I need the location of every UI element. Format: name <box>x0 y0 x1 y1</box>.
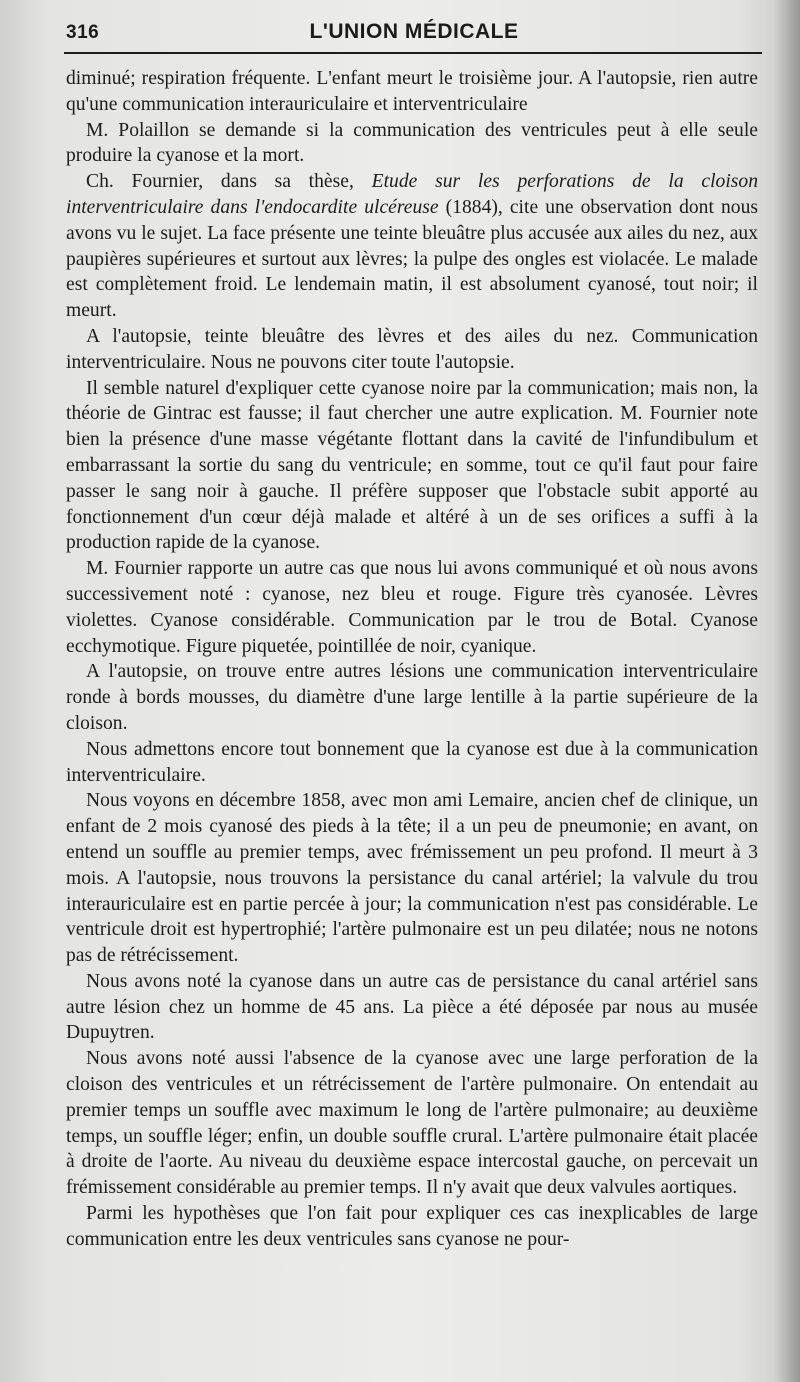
running-title: L'UNION MÉDICALE <box>309 20 519 43</box>
article-body <box>66 66 758 1253</box>
paragraph-continuation: diminué; respiration fréquente. L'enfant meurt le troisième jour. A l'autopsie, rien autre qu'une communication interauriculaire et interventriculaire <box>66 68 758 115</box>
paragraph-fournier-thesis <box>66 169 758 324</box>
binding-gutter-shadow <box>774 0 800 1382</box>
paragraph-autopsy-2: A l'autopsie, on trouve entre autres lésions une communication interventriculaire ronde à bords mousses, du diamètre d'une large lentille à la partie supérieure de la cloison. <box>66 661 758 734</box>
paragraph-hypotheses: Parmi les hypothèses que l'on fait pour expliquer ces cas inexplicables de large communication entre les deux ventricules sans cyanose ne pour- <box>66 1203 758 1250</box>
paragraph-gintrac: Il semble naturel d'expliquer cette cyanose noire par la communication; mais non, la théorie de Gintrac est fausse; il faut chercher une autre explication. M. Fournier note bien la présence d'une masse végétante flottant dans la cavité de l'infundibulum et embarrassant la sortie du sang du ventricule; en somme, tout ce qu'il faut pour faire passer le sang noir à gauche. Il préfère supposer que l'obstacle subit apporté au fonctionnement d'un cœur déjà malade et altéré à un de ses orifices a suffi à la production rapide de la cyanose. <box>66 377 758 554</box>
page-header <box>66 18 762 52</box>
fournier-text-end: (1884), cite une observation dont nous avons vu le sujet. La face présente une teinte bleuâtre plus accusée aux ailes du nez, aux paupières supérieures et surtout aux lèvres; la pulpe des ongles est violacée. Le malade est complètement froid. Le lendemain matin, il est absolument cyanosé, tout noir; il meurt. <box>66 196 758 322</box>
paragraph-lemaire-case: Nous voyons en décembre 1858, avec mon ami Lemaire, ancien chef de clinique, un enfant de 2 mois cyanosé des pieds à la tête; il a un peu de pneumonie; en avant, on entend un souffle au premier temps, avec frémissement un peu profond. Il meurt à 3 mois. A l'autopsie, nous trouvons la persistance du canal artériel; la valvule du trou interauriculaire est en partie percée à jour; la communication n'est pas considérable. Le ventricule droit est hypertrophié; l'artère pulmonaire est un peu dilatée; nous ne notons pas de rétrécissement. <box>66 790 758 967</box>
paragraph-absence-cyanose: Nous avons noté aussi l'absence de la cyanose avec une large perforation de la cloison des ventricules et un rétrécissement de l'artère pulmonaire. On entendait au premier temps un souffle avec maximum le long de l'artère pulmonaire; au deuxième temps, un souffle léger; enfin, un double souffle crural. L'artère pulmonaire était placée à droite de l'aorte. Au niveau du deuxième espace intercostal gauche, on percevait un frémissement considérable au premier temps. Il n'y avait que deux valvules aortiques. <box>66 1048 758 1199</box>
paragraph-polaillon: M. Polaillon se demande si la communication des ventricules peut à elle seule produire la cyanose et la mort. <box>66 119 758 167</box>
header-rule <box>64 52 762 54</box>
paragraph-admission: Nous admettons encore tout bonnement que la cyanose est due à la communication interventriculaire. <box>66 738 758 786</box>
fournier-text-start: Ch. Fournier, dans sa thèse, <box>86 171 372 193</box>
paragraph-dupuytren: Nous avons noté la cyanose dans un autre cas de persistance du canal artériel sans autre lésion chez un homme de 45 ans. La pièce a été déposée par nous au musée Dupuytren. <box>66 970 758 1044</box>
paragraph-fournier-case: M. Fournier rapporte un autre cas que nous lui avons communiqué et où nous avons successivement noté : cyanose, nez bleu et rouge. Figure très cyanosée. Lèvres violettes. Cyanose considérable. Communication par le trou de Botal. Cyanose ecchymotique. Figure piquetée, pointillée de noir, cyanique. <box>66 558 758 657</box>
page-number: 316 <box>66 22 100 43</box>
paragraph-autopsy-1: A l'autopsie, teinte bleuâtre des lèvres et des ailes du nez. Communication interventriculaire. Nous ne pouvons citer toute l'autopsie. <box>66 325 758 373</box>
thesis-title: Etude sur les perforations de la cloison interventriculaire dans l'endocardite ulcéreuse <box>66 171 758 218</box>
